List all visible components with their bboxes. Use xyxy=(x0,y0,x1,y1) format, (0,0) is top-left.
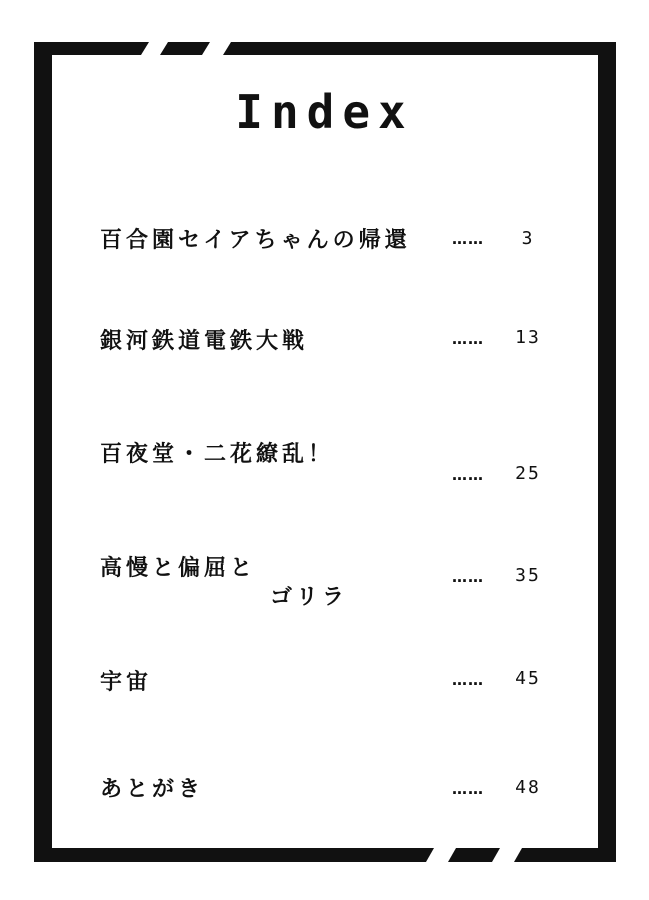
toc-entry-title: 百夜堂・二花繚乱！ xyxy=(100,442,335,467)
toc-leader-dots: …… xyxy=(452,568,484,586)
toc-page-number: 13 xyxy=(515,327,541,348)
toc-entry-title: 高慢と偏屈と xyxy=(100,556,257,581)
toc-leader-dots: …… xyxy=(452,330,484,348)
toc-leader-dots: …… xyxy=(452,780,484,798)
toc-leader-dots: …… xyxy=(452,466,484,484)
toc-page-number: 3 xyxy=(521,228,535,249)
frame-right-edge xyxy=(598,42,616,862)
toc-entry-title-continued: ゴリラ xyxy=(270,585,349,610)
toc-page-number: 45 xyxy=(515,668,541,689)
toc-entry-title: 銀河鉄道電鉄大戦 xyxy=(100,329,309,354)
toc-page-number: 25 xyxy=(515,463,541,484)
frame-left-edge xyxy=(34,42,52,862)
toc-entry-title: 百合園セイアちゃんの帰還 xyxy=(100,228,411,253)
toc-entry-title: あとがき xyxy=(100,777,205,802)
toc-leader-dots: …… xyxy=(452,230,484,248)
toc-leader-dots: …… xyxy=(452,671,484,689)
toc-page-number: 48 xyxy=(515,777,541,798)
frame-bottom-left xyxy=(34,848,434,862)
frame-bottom-mid xyxy=(448,848,500,862)
frame-top-mid xyxy=(160,42,210,55)
page-title: Index xyxy=(235,85,414,139)
toc-entry-title: 宇宙 xyxy=(100,670,153,695)
frame-bottom-right xyxy=(514,848,616,862)
frame-top-right xyxy=(223,42,616,55)
toc-page-number: 35 xyxy=(515,565,541,586)
frame-top-left xyxy=(34,42,149,55)
